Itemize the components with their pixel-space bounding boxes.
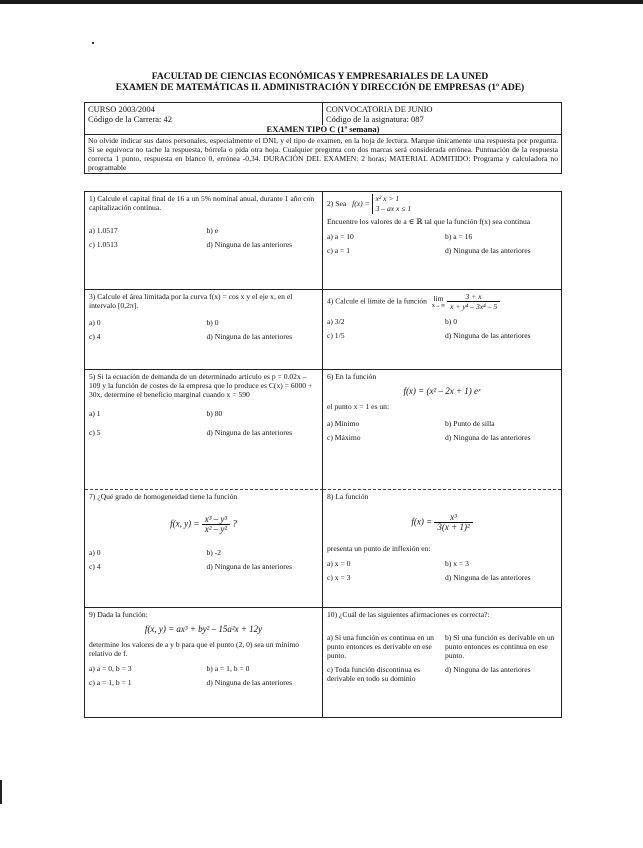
exam-type: EXAMEN TIPO C (1ª semana) bbox=[266, 124, 380, 134]
exam-instructions: No olvide indicar sus datos personales, especialmente el DNI, y el tipo de examen, en la hoja de lectura. Marque únicamente una respuesta por pregunta. Si se equivoca no tache la respuesta, bórrela o pida otra hoja. Cualquier pregunta con dos marcas será considerada errónea. Puntuación de la respuesta correcta 1 punto, respuesta en blanco 0, errónea -0,34. DURACIÓN DEL EXAMEN: 2 horas; MATERIAL ADMITIDO: Programa y calculadora no programable bbox=[85, 134, 561, 173]
fraction-denominator: x + y⁴ – 3x⁴ – 5 bbox=[450, 302, 498, 311]
question-3-text: 3) Calcule el área limitada por la curva f(x) = cos x y el eje x, en el intervalo [0,2π]. bbox=[89, 292, 293, 310]
scan-left-mark bbox=[0, 780, 2, 804]
question-8-options bbox=[327, 559, 557, 582]
question-8-fraction bbox=[434, 513, 472, 532]
fraction-numerator: x³ – y³ bbox=[202, 515, 230, 525]
question-4 bbox=[323, 289, 561, 369]
question-2-options bbox=[327, 232, 557, 255]
option-b: b) a = 16 bbox=[445, 232, 473, 241]
option-b: b) Punto de silla bbox=[445, 419, 495, 428]
question-7-text: 7) ¿Qué grado de homogeneidad tiene la función bbox=[89, 492, 238, 501]
option-b: b) -2 bbox=[206, 548, 222, 557]
exam-info-box bbox=[84, 102, 562, 174]
piece-1: x² x > 1 bbox=[375, 194, 400, 203]
option-b: b) 0 bbox=[206, 318, 219, 327]
faculty-title: FACULTAD DE CIENCIAS ECONÓMICAS Y EMPRESARIALES DE LA UNED bbox=[151, 72, 489, 82]
question-10 bbox=[323, 607, 561, 717]
question-10-text: 10) ¿Cuál de las siguientes afirmaciones es correcta?: bbox=[327, 610, 490, 619]
option-b: b) 0 bbox=[445, 317, 458, 326]
option-d: d) Ninguna de las anteriores bbox=[206, 562, 293, 571]
question-8-lhs: f(x) = bbox=[411, 516, 433, 527]
question-7-tail: ? bbox=[232, 518, 237, 529]
question-9 bbox=[85, 607, 323, 717]
exam-title: EXAMEN DE MATEMÁTICAS II. ADMINISTRACIÓN Y DIRECCIÓN DE EMPRESAS (1º ADE) bbox=[115, 83, 525, 93]
option-d: d) Ninguna de las anteriores bbox=[206, 428, 293, 437]
course-right bbox=[323, 103, 561, 125]
option-d: d) Ninguna de las anteriores bbox=[206, 678, 293, 687]
option-a: a) 3/2 bbox=[327, 317, 345, 326]
question-1 bbox=[85, 191, 323, 289]
option-c: c) 1.0513 bbox=[89, 240, 118, 249]
fraction-denominator: x² – y² bbox=[204, 524, 228, 534]
option-a: a) a = 10 bbox=[327, 232, 354, 241]
subject-code: Código de la asignatura: 087 bbox=[326, 114, 424, 124]
question-2-function: f(x) = bbox=[352, 198, 370, 208]
question-5-options bbox=[89, 409, 318, 437]
scan-top-border bbox=[0, 0, 643, 4]
question-6 bbox=[323, 369, 561, 489]
question-4-options bbox=[327, 317, 557, 340]
option-d: d) Ninguna de las anteriores bbox=[445, 665, 531, 674]
question-6-formula: f(x) = (x² – 2x + 1) eˣ bbox=[403, 386, 481, 396]
question-9-text: 9) Dada la función: bbox=[89, 610, 148, 619]
questions-grid bbox=[84, 191, 562, 718]
question-8-text: 8) La función bbox=[327, 492, 369, 501]
question-2 bbox=[323, 191, 561, 289]
question-9-formula: f(x, y) = ax³ + by² – 15a²x + 12y bbox=[144, 624, 263, 634]
question-8-subtext: presenta un punto de inflexión en: bbox=[327, 544, 431, 553]
question-7-options bbox=[89, 548, 318, 571]
option-a: a) x = 0 bbox=[327, 559, 351, 568]
question-3 bbox=[85, 289, 323, 369]
exam-session: CONVOCATORIA DE JUNIO bbox=[326, 104, 433, 114]
limit-subscript: x→∞ bbox=[431, 303, 446, 309]
option-c: c) Máximo bbox=[327, 433, 361, 442]
option-c: c) 4 bbox=[89, 562, 101, 571]
scan-speck bbox=[92, 42, 94, 44]
option-c: c) 5 bbox=[89, 428, 101, 437]
limit-operator bbox=[432, 294, 445, 309]
option-b: b) x = 3 bbox=[445, 559, 469, 568]
option-c: c) a = 1 bbox=[327, 246, 351, 255]
question-8-formula bbox=[327, 513, 557, 532]
option-d: d) Ninguna de las anteriores bbox=[445, 246, 531, 255]
question-6-options bbox=[327, 419, 557, 442]
question-7-lhs: f(x, y) = bbox=[170, 518, 200, 529]
option-d: d) Ninguna de las anteriores bbox=[206, 240, 293, 249]
question-3-options bbox=[89, 318, 318, 341]
option-a: a) 1.0517 bbox=[89, 226, 118, 235]
option-b: b) 80 bbox=[206, 409, 223, 418]
option-a: a) a = 0, b = 3 bbox=[89, 664, 132, 673]
question-5-text: 5) Si la ecuación de demanda de un determinado artículo es p = 0.02x – 109 y la función de costes de la empresa que lo produce es C(x) = 6000 + 30x, determine el beneficio marginal cuando x = 590 bbox=[89, 372, 313, 399]
question-5 bbox=[85, 369, 323, 489]
question-7 bbox=[85, 489, 323, 607]
course-year: CURSO 2003/2004 bbox=[88, 104, 155, 114]
option-d: d) Ninguna de las anteriores bbox=[206, 332, 293, 341]
fraction-numerator: 3 + x bbox=[447, 292, 500, 302]
question-7-formula bbox=[89, 515, 318, 534]
question-7-fraction bbox=[202, 515, 230, 534]
course-info-row bbox=[85, 103, 561, 125]
question-2-prefix: 2) Sea bbox=[327, 198, 347, 208]
question-2-header bbox=[327, 194, 557, 214]
question-6-subtext: el punto x = 1 es un: bbox=[327, 402, 390, 411]
option-c: c) a = 1, b = 1 bbox=[89, 678, 132, 687]
course-left bbox=[85, 103, 323, 125]
question-10-options bbox=[327, 633, 557, 683]
option-a: a) Si una función es continua en un punto entonces es derivable en ese punto. bbox=[327, 633, 434, 660]
option-a: a) 0 bbox=[89, 548, 101, 557]
option-a: a) Mínimo bbox=[327, 419, 360, 428]
fraction-numerator: x³ bbox=[434, 513, 472, 523]
piece-2: 3 – ax x ≤ 1 bbox=[375, 204, 412, 213]
limit-fraction bbox=[447, 292, 500, 311]
option-b: b) e bbox=[206, 226, 219, 235]
limit-label: lim bbox=[433, 294, 444, 303]
question-6-text: 6) En la función bbox=[327, 372, 377, 381]
question-2-text: Encuentre los valores de a ∈ ℝ tal que la función f(x) sea continua bbox=[327, 217, 531, 226]
career-code: Código de la Carrera: 42 bbox=[88, 114, 173, 124]
question-1-text: 1) Calcule el capital final de 16 a un 5% nominal anual, durante 1 año con capitalización continua. bbox=[89, 194, 315, 212]
question-4-header bbox=[327, 292, 557, 311]
option-c: c) 4 bbox=[89, 332, 101, 341]
exam-header bbox=[60, 72, 580, 94]
option-c: c) x = 3 bbox=[327, 573, 351, 582]
question-9-subtext: determine los valores de a y b para que el punto (2, 0) sea un mínimo relativo de f. bbox=[89, 640, 300, 658]
option-b: b) a = 1, b = 0 bbox=[206, 664, 250, 673]
option-a: a) 0 bbox=[89, 318, 101, 327]
option-c: c) 1/5 bbox=[327, 331, 345, 340]
question-4-text: 4) Calcule el límite de la función bbox=[327, 296, 427, 306]
option-c: c) Toda función discontinua es derivable en todo su dominio bbox=[327, 665, 420, 683]
option-b: b) Si una función es derivable en un punto entonces es continua en ese punto. bbox=[445, 633, 555, 660]
question-2-piecewise bbox=[372, 194, 412, 214]
question-9-options bbox=[89, 664, 318, 687]
option-d: d) Ninguna de las anteriores bbox=[445, 331, 531, 340]
fraction-denominator: 3(x + 1)² bbox=[437, 522, 470, 532]
question-8 bbox=[323, 489, 561, 607]
option-a: a) 1 bbox=[89, 409, 101, 418]
option-d: d) Ninguna de las anteriores bbox=[445, 573, 531, 582]
question-1-options bbox=[89, 226, 318, 249]
option-d: d) Ninguna de las anteriores bbox=[445, 433, 531, 442]
